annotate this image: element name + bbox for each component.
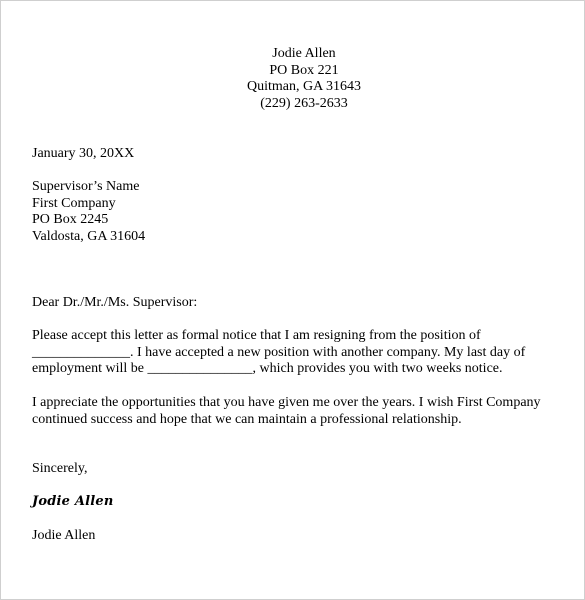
paragraph-1-line-1: Please accept this letter as formal notice that I am resigning from the position of: [32, 328, 481, 343]
sender-phone: (229) 263-2633: [260, 95, 348, 111]
paragraph-2-line-2: continued success and hope that we can maintain a professional relationship.: [32, 411, 462, 427]
signer-name-text: Jodie Allen: [32, 528, 96, 543]
sender-address: PO Box 221: [269, 62, 339, 78]
closing: [32, 461, 572, 478]
sender-header: [1, 46, 585, 112]
sender-city-state-zip: Quitman, GA 31643: [247, 79, 361, 94]
letter-date: [32, 146, 572, 163]
sender-name: Jodie Allen: [272, 46, 336, 61]
recipient-address: PO Box 2245: [32, 212, 109, 227]
date-text: January 30, 20XX: [32, 146, 135, 161]
recipient-title: Supervisor’s Name: [32, 179, 140, 194]
closing-text: Sincerely,: [32, 461, 88, 476]
recipient-company: First Company: [32, 195, 116, 211]
body-paragraph-2: [32, 395, 572, 428]
paragraph-1-line-2: ______________. I have accepted a new position with another company. My last day of: [32, 344, 526, 360]
handwritten-signature: [32, 494, 572, 511]
paragraph-2-line-1: I appreciate the opportunities that you have given me over the years. I wish First Company: [32, 395, 541, 410]
paragraph-1-line-3: employment will be _______________, which provides you with two weeks notice.: [32, 361, 503, 376]
recipient-block: [32, 179, 572, 245]
signer-name: [32, 528, 572, 545]
signature-text: Jodie Allen: [32, 494, 114, 509]
salutation-text: Dear Dr./Mr./Ms. Supervisor:: [32, 295, 198, 310]
body-paragraph-1: [32, 328, 572, 378]
salutation: [32, 295, 572, 312]
recipient-city-state-zip: Valdosta, GA 31604: [32, 228, 146, 244]
